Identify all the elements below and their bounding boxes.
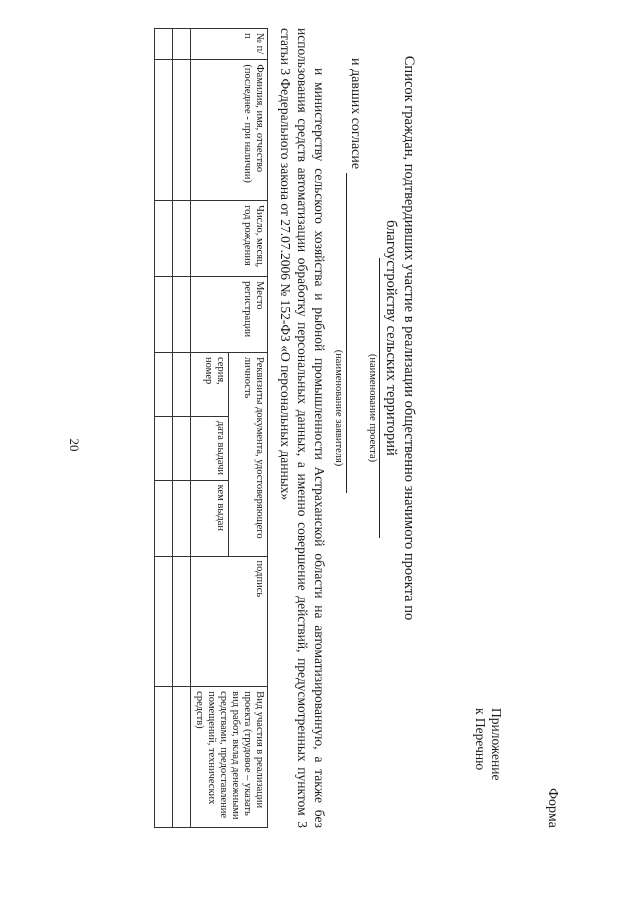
form-label: Форма [545, 788, 560, 828]
header-name: Фамилия, имя, отчество (последнее - при наличии) [191, 60, 268, 201]
table-cell [173, 556, 191, 687]
header-registration: Место регистрации [191, 277, 268, 353]
table-cell [155, 353, 173, 417]
table-cell [173, 480, 191, 556]
header-issue-date: дата выдачи [191, 416, 230, 480]
applicant-name-hint: (наименование заявителя) [333, 349, 344, 467]
project-name-line [379, 258, 380, 538]
table-cell [173, 416, 191, 480]
appendix-reference: к Перечню [473, 708, 488, 771]
table-cell [173, 353, 191, 417]
table-cell [173, 687, 191, 828]
table-cell [155, 556, 173, 687]
table-row [173, 29, 191, 828]
table-cell [173, 201, 191, 277]
project-name-hint: (наименование проекта) [367, 353, 378, 463]
table-cell [173, 29, 191, 60]
table-cell [155, 277, 173, 353]
header-signature: подпись [191, 556, 268, 687]
header-participation-kind: Вид участия в реализации проекта (трудовое – указать вид работ, вклад денежными средствами, предоставление помещений, технических средств) [191, 687, 268, 828]
applicant-name-line [346, 173, 361, 493]
header-num: № п/п [191, 29, 268, 60]
table-row [155, 29, 173, 828]
citizens-table [154, 28, 268, 828]
table-cell [173, 60, 191, 201]
table-cell [173, 277, 191, 353]
document-content [194, 28, 560, 878]
consent-row [346, 58, 364, 528]
table-cell [155, 480, 173, 556]
consent-text: и давших согласие [348, 58, 363, 170]
table-cell [155, 416, 173, 480]
appendix-label: Приложение [489, 708, 504, 781]
document-title: Список граждан, подтвердивших участие в реализации общественно значимого проекта по благоустройству сельских территорий [383, 55, 417, 621]
header-dob: Число, месяц, год рождения [191, 201, 268, 277]
header-issued-by: кем выдан [191, 480, 230, 556]
table-cell [155, 201, 173, 277]
header-id-document: Реквизиты документа, удостоверяющего личность [229, 353, 268, 557]
table-cell [155, 687, 173, 828]
header-series-number: серия, номер [191, 353, 230, 417]
table-cell [155, 60, 173, 201]
consent-body-text: и министерству сельского хозяйства и рыбной промышленности Астраханской области на автоматизированную, а также без использования средств автоматизации обработку персональных данных, а именно совершение действий, предусмотренных пунктом 3 статьи 3 Федерального закона от 27.07.2006 № 152-ФЗ «О персональных данных» [278, 28, 327, 828]
table-cell [155, 29, 173, 60]
page-number: 20 [67, 438, 82, 452]
